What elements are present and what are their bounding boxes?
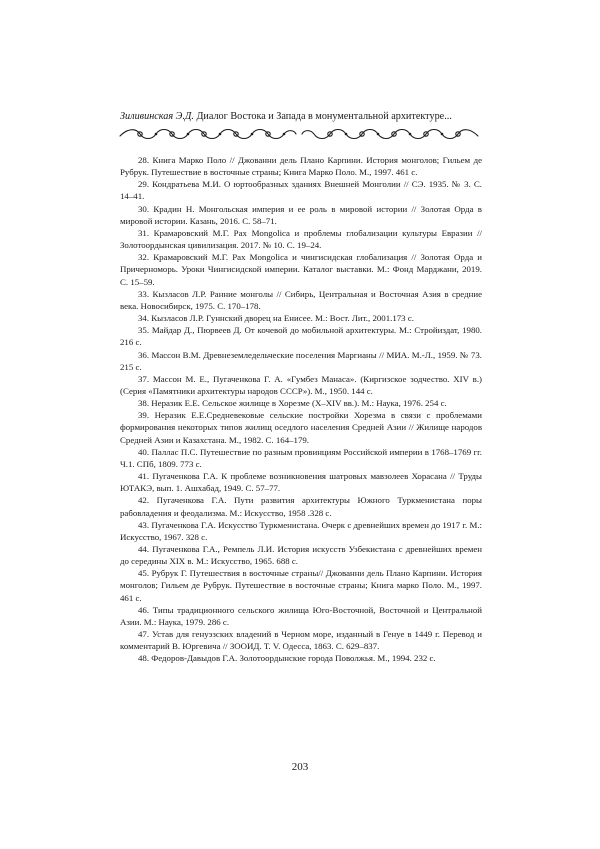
running-head [120, 110, 480, 123]
reference-entry: 44. Пугаченкова Г.А., Ремпель Л.И. История искусств Узбекистана с древнейших времен до середины XIX в. М.: Искусство, 1965. 688 с. [120, 544, 482, 567]
reference-entry: 48. Федоров-Давыдов Г.А. Золотоордынские города Поволжья. М., 1994. 232 с. [138, 653, 436, 664]
reference-entry: 39. Неразик Е.Е.Средневековые сельские постройки Хорезма в связи с проблемами формирования некоторых типов жилищ оседлого населения Средней Азии // Жилище народов Средней Азии и Казахстана. М., 1982. С. 164–179. [120, 410, 482, 445]
reference-entry: 40. Паллас П.С. Путешествие по разным провинциям Российской империи в 1768–1769 гг. Ч.1. СПб, 1809. 773 с. [120, 446, 482, 469]
reference-entry: 36. Массон В.М. Древнеземледельческие поселения Маргианы // МИА. М.-Л., 1959. № 73. 215 с. [120, 349, 482, 372]
reference-entry: 32. Крамаровский М.Г. Pax Mongolica и чингисидская глобализация // Золотая Орда и Причерноморь. Уроки Чингисидской империи. Каталог выставки. М.: Фонд Марджани, 2019. С. 15–59. [120, 252, 482, 287]
reference-entry: 34. Кызласов Л.Р. Гуннский дворец на Енисее. М.: Вост. Лит., 2001.173 с. [138, 313, 414, 324]
running-head-title: Диалог Востока и Запада в монументальной архитектуре... [193, 111, 452, 122]
running-head-author: Зиливинская Э.Д. [120, 111, 194, 122]
reference-entry: 42. Пугаченкова Г.А. Пути развития архитектуры Южного Туркменистана поры рабовладения и феодализма. М.: Искусство, 1958 .328 с. [120, 495, 482, 518]
page-number: 203 [291, 761, 309, 773]
reference-entry: 47. Устав для генуэзских владений в Черном море, изданный в Генуе в 1449 г. Перевод и комментарий В. Юргевича // ЗООИД. Т. V. Одесса, 1863. С. 629–837. [120, 629, 482, 652]
reference-entry: 38. Неразик Е.Е. Сельское жилище в Хорезме (X–XIV вв.). М.: Наука, 1976. 254 с. [138, 398, 447, 409]
reference-entry: 43. Пугаченкова Г.А. Искусство Туркменистана. Очерк с древнейших времен до 1917 г. М.: Искусство, 1967. 328 с. [120, 519, 482, 542]
reference-entry: 45. Рубрук Г. Путешествия в восточные страны// Джованни дель Плано Карпини. История монголов; Гильем де Рубрук. Путешествие в восточные страны; Книга марко Поло. М., 1997. 461 с. [120, 568, 482, 603]
reference-entry: 30. Крадин Н. Монгольская империя и ее роль в мировой истории // Золотая Орда в мировой истории. Казань, 2016. С. 58–71. [120, 203, 482, 226]
reference-entry: 46. Типы традиционного сельского жилища Юго-Восточной, Восточной и Центральной Азии. М.: Наука, 1979. 286 с. [120, 604, 482, 627]
reference-entry: 31. Крамаровский М.Г. Pax Mongolica и проблемы глобализации культуры Евразии // Золотоордынская цивилизация. 2017. № 10. С. 19–24. [120, 227, 482, 251]
ornament-divider [118, 126, 480, 142]
reference-entry: 35. Майдар Д., Пюрвеев Д. От кочевой до мобильной архитектуры. М.: Стройиздат, 1980. 216 с. [120, 325, 482, 348]
reference-entry: 33. Кызласов Л.Р. Ранние монголы // Сибирь, Центральная и Восточная Азия в средние века. Новосибирск, 1975. С. 170–178. [120, 288, 482, 311]
reference-entry: 28. Книга Марко Поло // Джованни дель Плано Карпини. История монголов; Гильем де Рубрук. Путешествие в восточные страны; Книга Марко Поло. М., 1997. 461 с. [120, 155, 482, 178]
reference-entry: 37. Массон М. Е., Пугаченкова Г. А. «Гумбез Манаса». (Киргизское зодчество. XIV в.) (Серия «Памятники архитектуры народов СССР»). М., 1950. 144 с. [120, 373, 482, 396]
reference-list [120, 154, 482, 665]
reference-entry: 41. Пугаченкова Г.А. К проблеме возникновения шатровых мавзолеев Хорасана // Труды ЮТАКЭ, вып. 1. Ашхабад, 1949. С. 57–77. [120, 471, 482, 494]
reference-entry: 29. Кондратьева М.И. О юртообразных зданиях Внешней Монголии // СЭ. 1935. № 3. С. 14–41. [120, 179, 482, 202]
